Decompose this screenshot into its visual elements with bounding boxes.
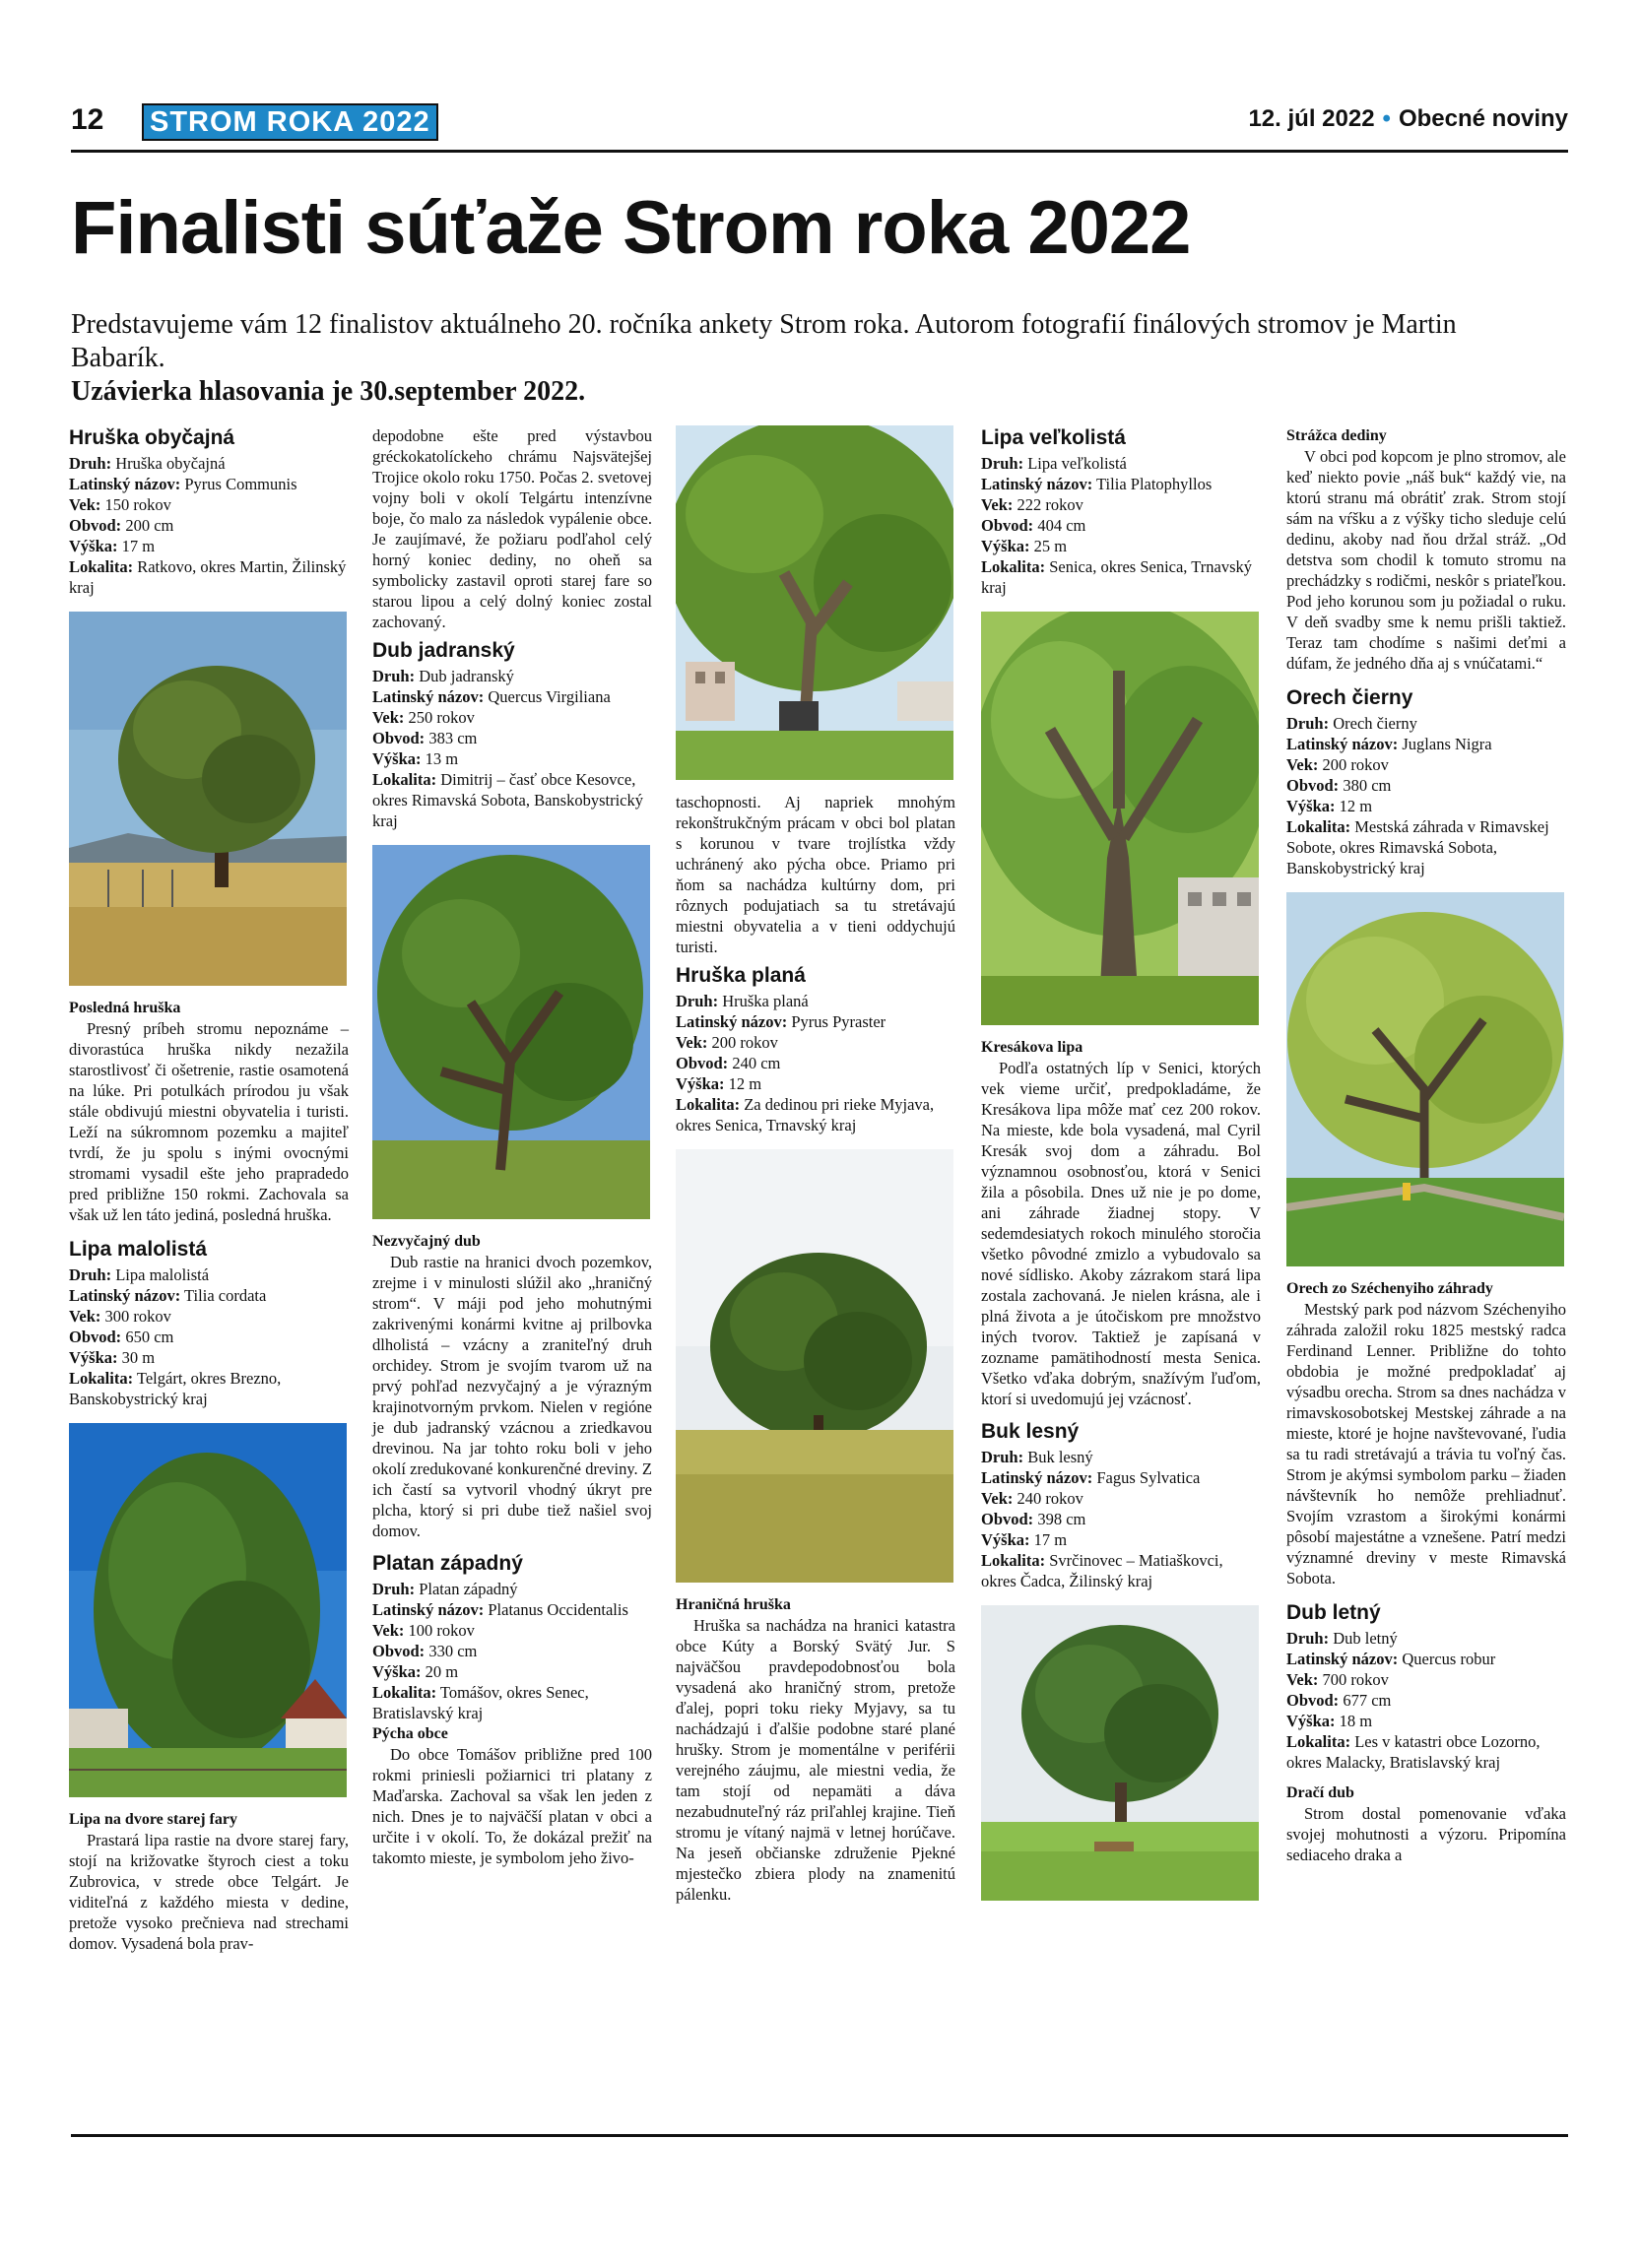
label-druh: Druh: [1286,1629,1330,1648]
value-vek: 700 rokov [1318,1670,1389,1689]
value-vyska: 13 m [421,749,459,768]
tree-heading: Lipa veľkolistá [981,426,1126,449]
value-vek: 200 rokov [1318,755,1389,774]
column-1 [69,425,349,1954]
story-heading: Dračí dub [1286,1784,1354,1801]
column-2 [372,425,652,1868]
label-obvod: Obvod: [372,729,426,747]
value-druh: Lipa veľkolistá [1023,454,1127,473]
value-obvod: 240 cm [728,1054,781,1072]
value-druh: Dub jadranský [415,667,514,685]
intro-text: Predstavujeme vám 12 finalistov aktuálneho 20. ročníka ankety Strom roka. Autorom fotografií finálových stromov je Martin Babarík. [71,309,1457,373]
value-obvod: 404 cm [1033,516,1086,535]
value-latin: Platanus Occidentalis [484,1600,628,1619]
label-latin: Latinský názov: [69,1286,181,1305]
value-vek: 222 rokov [1013,495,1083,514]
value-lokalita: Za dedinou pri rieke Myjava, okres Senica, Trnavský kraj [676,1095,935,1134]
value-druh: Dub letný [1329,1629,1398,1648]
tree-heading: Hruška obyčajná [69,426,235,449]
tree-facts [372,666,652,831]
tree-heading: Hruška planá [676,964,806,987]
story-text: Dub rastie na hranici dvoch pozemkov, zrejme i v minulosti slúžil ako „hraničný strom“. V máji pod jeho mohutnými zakrivenými konármi kvitne aj prilbovka dlholistá – vzácny a zraniteľný druh orchidey. Strom je svojím tvarom už na prvý pohľad nezvyčajný a je výrazným krajinotvorným prvkom. Nielen v regióne je dub jadranský vzácnou a zriedkavou drevinou. Na jar tohto roku boli v jeho okolí zredukované konkurenčné dreviny. Z ich častí sa vytvoril vhodný úkryt pre plcha, ktorý si pri dube tiež našiel svoj domov. [372,1253,652,1540]
value-druh: Orech čierny [1329,714,1417,733]
walnut-photo [1286,892,1564,1266]
value-obvod: 330 cm [425,1642,478,1660]
label-latin: Latinský názov: [981,475,1093,493]
value-obvod: 677 cm [1339,1691,1392,1710]
value-lokalita: Ratkovo, okres Martin, Žilinský kraj [69,557,347,597]
article-intro [71,308,1470,409]
column-5 [1286,425,1566,1865]
label-obvod: Obvod: [676,1054,729,1072]
header-rule [71,150,1568,153]
label-lokalita: Lokalita: [69,557,134,576]
value-obvod: 383 cm [425,729,478,747]
label-vek: Vek: [676,1033,708,1052]
value-vyska: 17 m [1029,1530,1068,1549]
label-lokalita: Lokalita: [981,1551,1046,1570]
section-label: STROM ROKA 2022 [142,103,438,141]
value-latin: Tilia cordata [180,1286,267,1305]
label-lokalita: Lokalita: [372,1683,437,1702]
label-latin: Latinský názov: [372,687,485,706]
value-vyska: 17 m [117,537,156,555]
article-title: Finalisti súťaže Strom roka 2022 [71,186,1191,270]
tree-heading: Dub letný [1286,1601,1381,1624]
label-vyska: Výška: [981,537,1030,555]
story-heading: Strážca dediny [1286,427,1387,444]
value-vyska: 30 m [117,1348,156,1367]
tree-facts [981,453,1261,598]
value-lokalita: Telgárt, okres Brezno, Banskobystrický kraj [69,1369,282,1408]
label-vek: Vek: [69,1307,101,1326]
pear-tree-photo [69,612,347,986]
value-lokalita: Tomášov, okres Senec, Bratislavský kraj [372,1683,589,1722]
label-vek: Vek: [1286,1670,1319,1689]
story-continuation: taschopnosti. Aj napriek mnohým rekonštrukčným prácam v obci bol platan s korunou v tvare trojlístka vždy uchránený ako pýcha obce. Priamo pri ňom sa nachádza kultúrny dom, pri rôznych podujatiach sa tu stretávajú miestni obyvatelia a v tieni oddychujú turisti. [676,793,955,956]
value-vyska: 20 m [421,1662,459,1681]
label-vyska: Výška: [1286,797,1336,815]
value-lokalita: Dimitrij – časť obce Kesovce, okres Rimavská Sobota, Banskobystrický kraj [372,770,643,830]
label-latin: Latinský názov: [676,1012,788,1031]
kresak-linden-photo [981,612,1259,1025]
label-vyska: Výška: [676,1074,725,1093]
tree-facts [372,1579,652,1723]
value-lokalita: Senica, okres Senica, Trnavský kraj [981,557,1252,597]
label-vyska: Výška: [69,1348,118,1367]
tree-facts [981,1447,1261,1591]
linden-photo [69,1423,347,1797]
value-vyska: 12 m [724,1074,762,1093]
value-obvod: 380 cm [1339,776,1392,795]
value-vek: 100 rokov [404,1621,475,1640]
story-heading: Pýcha obce [372,1725,448,1742]
label-obvod: Obvod: [1286,776,1340,795]
tree-facts [1286,1628,1566,1773]
publication-name: Obecné noviny [1398,105,1568,132]
value-vyska: 25 m [1029,537,1068,555]
value-lokalita: Mestská záhrada v Rimavskej Sobote, okres Rimavská Sobota, Banskobystrický kraj [1286,817,1549,877]
value-obvod: 200 cm [121,516,174,535]
value-latin: Fagus Sylvatica [1092,1468,1201,1487]
story-heading: Hraničná hruška [676,1596,791,1613]
value-vek: 200 rokov [707,1033,778,1052]
story-heading: Orech zo Széchenyiho záhrady [1286,1280,1493,1297]
separator-bullet: • [1382,105,1391,132]
label-vyska: Výška: [372,749,422,768]
value-latin: Pyrus Pyraster [787,1012,886,1031]
wild-pear-photo [676,1149,953,1583]
column-3 [676,425,955,1905]
label-vek: Vek: [1286,755,1319,774]
issue-date: 12. júl 2022 [1248,105,1375,132]
tree-facts [69,453,349,598]
label-druh: Druh: [981,1448,1024,1466]
label-lokalita: Lokalita: [1286,1732,1351,1751]
story-text: Prastará lipa rastie na dvore starej fary, stojí na križovatke štyroch ciest a toku Zubrovica, v strede obce Telgárt. Je viditeľná z každého miesta v dedine, pretože vysoko prečnieva nad strechami domov. Vysadená bola prav- [69,1831,349,1953]
value-latin: Quercus robur [1398,1650,1496,1668]
beech-photo [981,1605,1259,1901]
label-druh: Druh: [372,667,416,685]
label-vyska: Výška: [1286,1712,1336,1730]
column-4 [981,425,1261,1912]
story-text: V obci pod kopcom je plno stromov, ale keď niekto povie „náš buk“ každý vie, na ktorú stranu má obrátiť zrak. Strom stojí sám na vŕšku a z výšky ticho sleduje celú dedinu, akoby nad ňou držal stráž. „Od detstva som chodil k tomuto stromu na prechádzky s rodičmi, neskôr s priateľkou. Pod jeho korunou som ju požiadal o ruku. V deň svadby sme k nemu prišli taktiež. Teraz tam chodíme s našimi deťmi a dúfam, že jedného dňa aj s vnúčatami.“ [1286,447,1566,673]
label-obvod: Obvod: [981,516,1034,535]
value-vek: 240 rokov [1013,1489,1083,1508]
tree-heading: Orech čierny [1286,686,1413,709]
label-lokalita: Lokalita: [69,1369,134,1388]
value-vyska: 12 m [1335,797,1373,815]
label-latin: Latinský názov: [981,1468,1093,1487]
value-vek: 250 rokov [404,708,475,727]
label-druh: Druh: [676,992,719,1010]
tree-facts [69,1264,349,1409]
story-heading: Kresákova lipa [981,1039,1083,1056]
label-vyska: Výška: [372,1662,422,1681]
label-vek: Vek: [372,1621,405,1640]
plane-tree-photo [676,425,953,780]
value-druh: Platan západný [415,1580,518,1598]
label-obvod: Obvod: [372,1642,426,1660]
value-lokalita: Les v katastri obce Lozorno, okres Malacky, Bratislavský kraj [1286,1732,1541,1772]
story-heading: Nezvyčajný dub [372,1233,481,1250]
footer-rule [71,2134,1568,2137]
label-latin: Latinský názov: [1286,735,1399,753]
story-text: Strom dostal pomenovanie vďaka svojej mohutnosti a výzoru. Pripomína sediaceho draka a [1286,1804,1566,1864]
label-druh: Druh: [69,454,112,473]
label-druh: Druh: [981,454,1024,473]
tree-facts [1286,713,1566,878]
label-druh: Druh: [372,1580,416,1598]
label-latin: Latinský názov: [1286,1650,1399,1668]
tree-heading: Buk lesný [981,1420,1080,1443]
label-lokalita: Lokalita: [981,557,1046,576]
tree-heading: Platan západný [372,1552,523,1575]
value-latin: Juglans Nigra [1398,735,1492,753]
value-druh: Buk lesný [1023,1448,1093,1466]
story-text: Hruška sa nachádza na hranici katastra obce Kúty a Borský Svätý Jur. S najväčšou pravdepodobnosťou bola vysadená ako hraničný strom, pretože ďalej, popri toku rieky Myjavy, sa tu nachádzajú i ďalšie podobne staré plané hrušky. Strom je momentálne v periférii verejného záujmu, ale miestni vedia, že tam stojí od nepamäti a dáva nezabudnuteľný ráz priľahlej krajine. Tieň stromu je vítaný najmä v letnej horúčave. Na jeseň občianske združenie Pjekné mjestečko zbiera plody na znamenitú pálenku. [676,1616,955,1904]
label-druh: Druh: [1286,714,1330,733]
label-obvod: Obvod: [1286,1691,1340,1710]
tree-heading: Lipa malolistá [69,1238,208,1261]
story-text: Presný príbeh stromu nepoznáme – divorastúca hruška nikdy nezažila starostlivosť či ošetrenie, rastie osamotená na lúke. Pri potulkách prírodou ju však stále obdivujú miestni obyvatelia i turisti. Leží na súkromnom pozemku a majiteľ tvrdí, že ju spolu s inými ovocnými stromami vysadil ešte jeho prapradedo pred približne 150 rokmi. Zachovala sa však už len táto jediná, posledná hruška. [69,1019,349,1224]
value-vek: 150 rokov [100,495,171,514]
value-latin: Quercus Virgiliana [484,687,611,706]
tree-heading: Dub jadranský [372,639,515,662]
label-obvod: Obvod: [981,1510,1034,1528]
tree-facts [676,991,955,1135]
value-druh: Hruška obyčajná [111,454,226,473]
value-lokalita: Svrčinovec – Matiaškovci, okres Čadca, Žilinský kraj [981,1551,1223,1590]
label-vek: Vek: [981,1489,1014,1508]
value-obvod: 650 cm [121,1328,174,1346]
label-lokalita: Lokalita: [676,1095,741,1114]
story-text: Mestský park pod názvom Széchenyiho záhrada založil roku 1825 mestský radca Ferdinand Lenner. Približne do tohto obdobia je možné predpokladať aj výsadbu orecha. Strom sa dnes nachádza v rimavskosobotskej Mestskej záhrade a na mieste, ktoré je hojne navštevované, ľudia sa tu radi stretávajú a trávia tu voľný čas. Strom je akýmsi symbolom parku – žiaden návštevník ho nemôže prehliadnuť. Svojím vzrastom a širokými konármi pôsobí majestátne a vznešene. Patrí medzi významné dreviny v meste Rimavská Sobota. [1286,1300,1566,1588]
oak-photo [372,845,650,1219]
label-vyska: Výška: [981,1530,1030,1549]
value-druh: Lipa malolistá [111,1265,210,1284]
value-vyska: 18 m [1335,1712,1373,1730]
value-vek: 300 rokov [100,1307,171,1326]
story-text: Podľa ostatných líp v Senici, ktorých vek vieme určiť, predpokladáme, že Kresákova lipa môže mať cez 200 rokov. Na mieste, kde bola vysadená, mal Cyril Kresák svoj dom a záhradu. Bol významnou osobnosťou, ktorá v Senici žila a pôsobila. Dnes už nie je po dome, ani záhrade žiadnej stopy. V sedemdesiatych rokoch minulého storočia všetko pôvodné zmizlo a vybudovalo sa nové sídlisko. Akoby zázrakom stará lipa zostala zachovaná. Je nielen krásna, ale i plná života a je útočiskom pre množstvo iných tvorov. Taktiež je zapísaná v zozname pamätihodností mesta Senica. Všetko vďaka dobrým, snažívým ľuďom, ktorí si uvedomujú jej vzácnosť. [981,1059,1261,1408]
value-latin: Tilia Platophyllos [1092,475,1213,493]
label-latin: Latinský názov: [372,1600,485,1619]
value-latin: Pyrus Communis [180,475,297,493]
label-vek: Vek: [981,495,1014,514]
story-heading: Lipa na dvore starej fary [69,1811,237,1828]
label-latin: Latinský názov: [69,475,181,493]
label-vek: Vek: [372,708,405,727]
label-vek: Vek: [69,495,101,514]
story-heading: Posledná hruška [69,1000,181,1016]
dateline [1248,105,1568,133]
story-continuation: depodobne ešte pred výstavbou gréckokatolíckeho chrámu Najsvätejšej Trojice okolo roku 1750. Počas 2. svetovej vojny boli v okolí Telgártu intenzívne boje, čo malo za následok vypálenie obce. Je zaujímavé, že požiaru podľahol celý horný koniec dediny, no oheň sa symbolicky zastavil oproti starej fare so starou lipou a celý dolný koniec zostal zachovaný. [372,426,652,631]
page-number: 12 [71,103,104,136]
value-obvod: 398 cm [1033,1510,1086,1528]
label-lokalita: Lokalita: [1286,817,1351,836]
story-text: Do obce Tomášov približne pred 100 rokmi priniesli požiarnici tri platany z Maďarska. Zachoval sa však len jeden z nich. Dnes je to najväčší platan v obci a určite i v okolí. To, že dokázal prežiť na takomto mieste, je symbolom jeho živo- [372,1745,652,1867]
label-obvod: Obvod: [69,516,122,535]
label-druh: Druh: [69,1265,112,1284]
page-header [71,103,1568,141]
label-lokalita: Lokalita: [372,770,437,789]
value-druh: Hruška planá [718,992,809,1010]
voting-deadline: Uzávierka hlasovania je 30.september 2022. [71,376,586,407]
label-vyska: Výška: [69,537,118,555]
label-obvod: Obvod: [69,1328,122,1346]
